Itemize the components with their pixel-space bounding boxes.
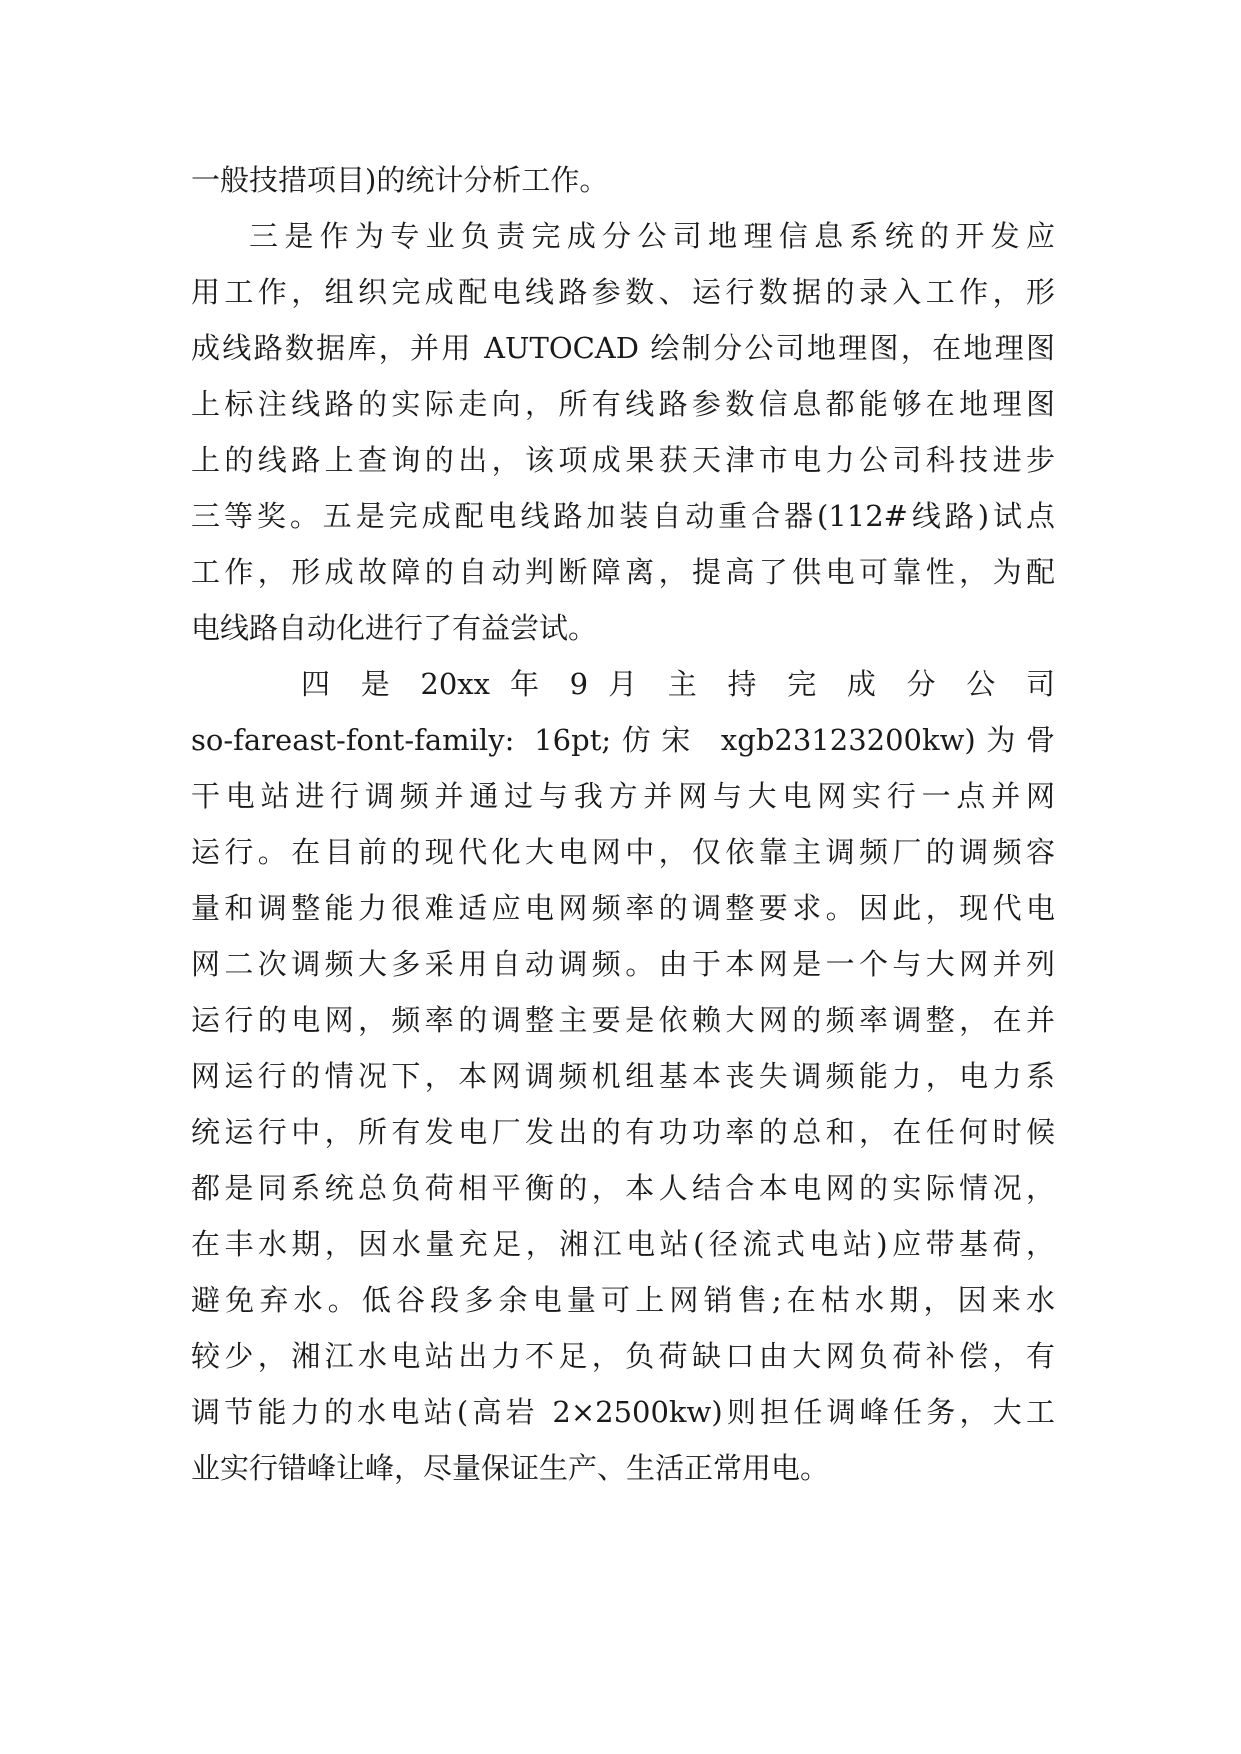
text-line: so-fareast-font-family: 16pt;仿宋 xgb23123200kw)为骨 (191, 723, 1055, 757)
text-line: 上标注线路的实际走向，所有线路参数信息都能够在地理图 (191, 387, 1055, 421)
text-line: 运行。在目前的现代化大电网中，仅依靠主调频厂的调频容 (191, 835, 1055, 869)
text-line: 在丰水期，因水量充足，湘江电站(径流式电站)应带基荷， (191, 1227, 1055, 1261)
text-line: 成线路数据库，并用 AUTOCAD 绘制分公司地理图，在地理图 (191, 331, 1055, 365)
text-line: 上的线路上查询的出，该项成果获天津市电力公司科技进步 (191, 443, 1055, 477)
text-line: 较少，湘江水电站出力不足，负荷缺口由大网负荷补偿，有 (191, 1339, 1055, 1373)
text-line: 都是同系统总负荷相平衡的，本人结合本电网的实际情况， (191, 1171, 1055, 1205)
text-line: 用工作，组织完成配电线路参数、运行数据的录入工作，形 (191, 275, 1055, 309)
text-line: 统运行中，所有发电厂发出的有功功率的总和，在任何时候 (191, 1115, 1055, 1149)
text-line: 网运行的情况下，本网调频机组基本丧失调频能力，电力系 (191, 1059, 1055, 1093)
text-line: 一般技措项目)的统计分析工作。 (191, 163, 609, 197)
text-line: 四 是 20xx 年 9 月 主 持 完 成 分 公 司 (301, 667, 1055, 701)
text-line: 网二次调频大多采用自动调频。由于本网是一个与大网并列 (191, 947, 1055, 981)
text-line: 三等奖。五是完成配电线路加装自动重合器(112#线路)试点 (191, 499, 1055, 533)
text-line: 避免弃水。低谷段多余电量可上网销售;在枯水期，因来水 (191, 1283, 1055, 1317)
text-line: 三是作为专业负责完成分公司地理信息系统的开发应 (249, 219, 1055, 253)
text-line: 业实行错峰让峰，尽量保证生产、生活正常用电。 (191, 1451, 830, 1485)
text-line: 量和调整能力很难适应电网频率的调整要求。因此，现代电 (191, 891, 1055, 925)
text-line: 电线路自动化进行了有益尝试。 (191, 611, 598, 645)
text-line: 运行的电网，频率的调整主要是依赖大网的频率调整，在并 (191, 1003, 1055, 1037)
body-text (191, 152, 1055, 1496)
text-line: 干电站进行调频并通过与我方并网与大电网实行一点并网 (191, 779, 1055, 813)
text-line: 工作，形成故障的自动判断障离，提高了供电可靠性，为配 (191, 555, 1055, 589)
text-line: 调节能力的水电站(高岩 2×2500kw)则担任调峰任务，大工 (191, 1395, 1055, 1429)
